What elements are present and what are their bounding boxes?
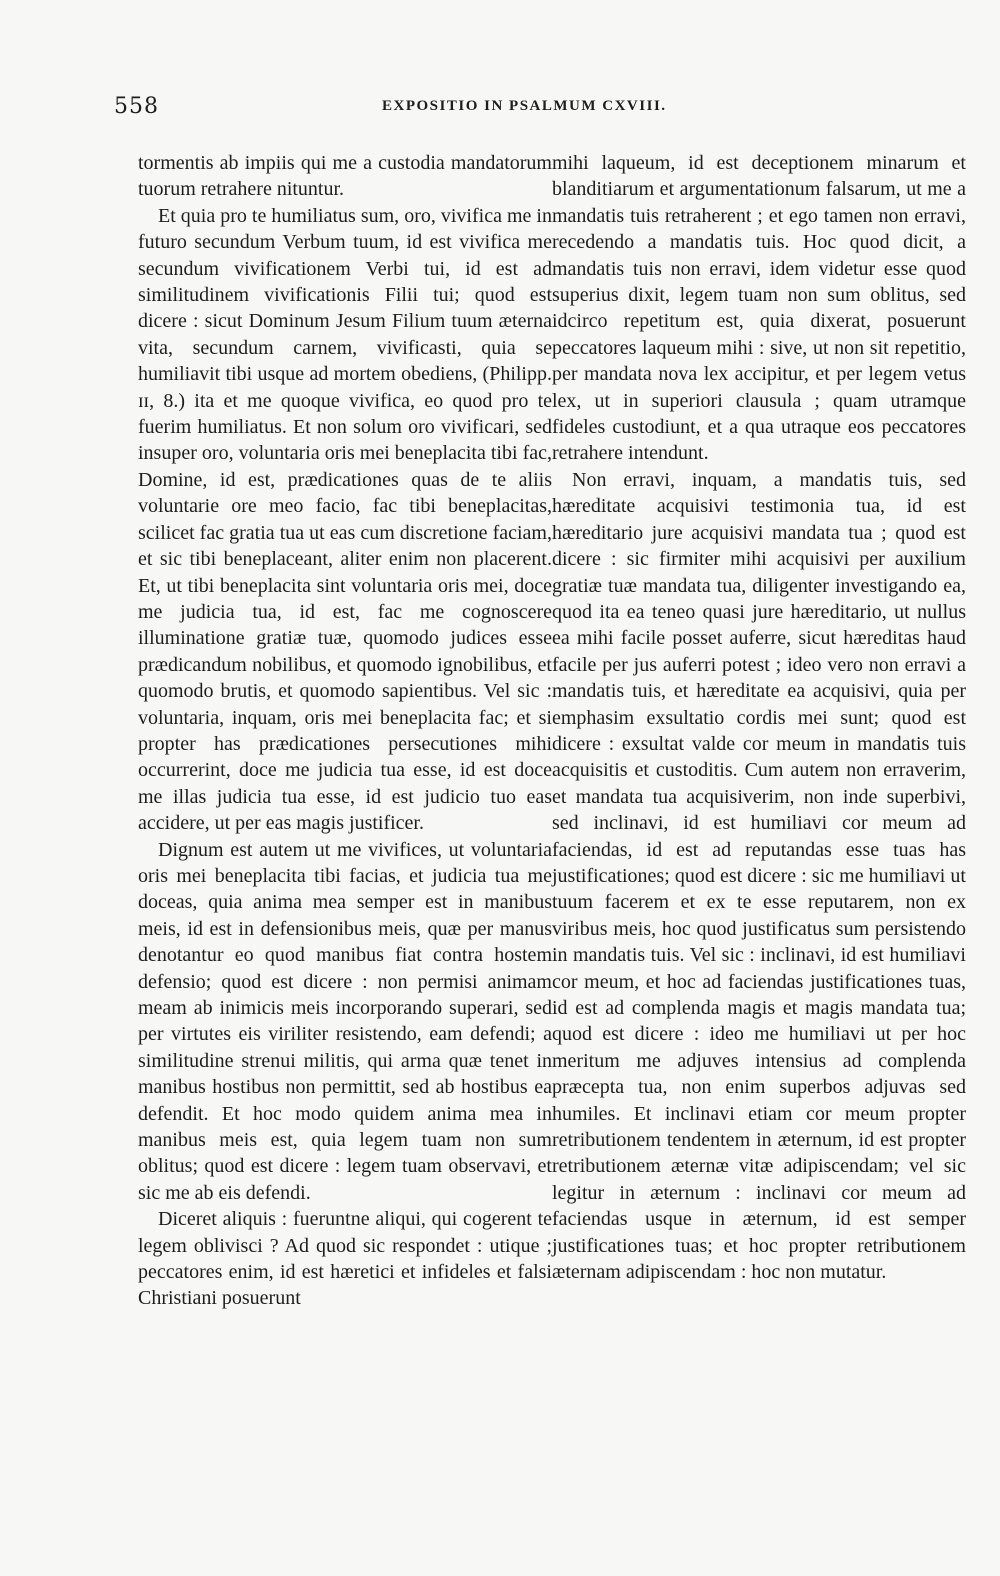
page-number: 558 [114, 94, 159, 119]
paragraph: tormentis ab impiis qui me a custodia mandatorum tuorum retrahere nituntur. [138, 152, 552, 201]
paragraph: Diceret aliquis : fueruntne aliqui, qui cogerent te legem oblivisci ? Ad quod sic respondet : utique ; peccatores enim, id est hæretici et infideles et falsi Christiani posuerunt [138, 1208, 552, 1310]
paragraph: Et quia pro te humiliatus sum, oro, vivifica me in futuro secundum Verbum tuum, id est vivifica me secundum vivificationem Verbi tui, id est ad similitudinem vivificationis Filii tui; quod est dicere : sicut Dominum Jesum Filium tuum æterna vita, secundum carnem, vivificasti, quia se humiliavit tibi usque ad mortem obediens, (Philipp. ɪɪ, 8.) ita et me quoque vivifica, eo quod pro te fuerim humiliatus. Et non solum oro vivificari, sed insuper oro, voluntaria oris mei beneplacita tibi fac, Domine, id est, prædicationes quas de te aliis voluntarie ore meo facio, fac tibi beneplacitas, scilicet fac gratia tua ut eas cum discretione faciam, et sic tibi beneplaceant, aliter enim non placerent. Et, ut tibi beneplacita sint voluntaria oris mei, doce me judicia tua, id est, fac me cognoscere illuminatione gratiæ tuæ, quomodo judices esse prædicandum nobilibus, et quomodo ignobilibus, et quomodo brutis, et quomodo sapientibus. Vel sic : voluntaria, inquam, oris mei beneplacita fac; et si propter has prædicationes persecutiones mihi occurrerint, doce me judicia tua esse, id est doce me illas judicia tua esse, id est judicio tuo eas accidere, ut per eas magis justificer. [138, 204, 552, 835]
page-header [112, 94, 972, 128]
paragraph: Dignum est autem ut me vivifices, ut voluntaria oris mei beneplacita tibi facias, et judicia tua me doceas, quia anima mea semper est in manibus meis, id est in defensionibus meis, quæ per manus denotantur eo quod manibus fiat contra hostem defensio; quod est dicere : non permisi animam meam ab inimicis meis incorporando superari, sed per virtutes eis viriliter resistendo, eam defendi; a similitudine strenui militis, qui arma quæ tenet in manibus hostibus non permittit, sed ab hostibus ea defendit. Et hoc modo quidem anima mea in manibus meis est, quia legem tuam non sum oblitus; quod est dicere : legem tuam observavi, et sic me ab eis defendi. [138, 838, 552, 1204]
left-column [138, 150, 552, 1312]
running-title: EXPOSITIO IN PSALMUM CXVIII. [382, 98, 667, 114]
paragraph: Non erravi, inquam, a mandatis tuis, sed hæreditate acquisivi testimonia tua, id est hæreditario jure acquisivi mandata tua ; quod est dicere : sic firmiter mihi acquisivi per auxilium gratiæ tuæ mandata tua, diligenter investigando ea, quod ita ea teneo quasi jure hæreditario, ut nullus ea mihi facile posset auferre, sicut hæreditas haud facile per jus auferri potest ; ideo vero non erravi a mandatis tuis, et hæreditate ea acquisivi, quia per emphasim exsultatio cordis mei sunt; quod est dicere : exsultat valde cor meum in mandatis tuis acquisitis et custoditis. Cum autem non erraverim, et mandata tua acquisiverim, non inde superbivi, sed inclinavi, id est humiliavi cor meum ad faciendas, id est ad reputandas esse tuas has justificationes; quod est dicere : sic me humiliavi ut tuum facerem et ex te esse reputarem, non ex viribus meis, hoc quod justificatus sum persistendo in mandatis tuis. Vel sic : inclinavi, id est humiliavi cor meum, et hoc ad faciendas justificationes tuas, id est ad complenda magis et magis mandata tua; quod est dicere : ideo me humiliavi ut per hoc meritum me adjuves intensius ad complenda præcepta tua, non enim superbos adjuvas sed humiles. Et inclinavi etiam cor meum propter retributionem tendentem in æternum, id est propter retributionem æternæ vitæ adipiscendam; vel sic legitur in æternum : inclinavi cor meum ad faciendas usque in æternum, id est semper justificationes tuas; et hoc propter retributionem æternam adipiscendam : hoc non mutatur. [552, 468, 966, 1284]
right-column [552, 150, 966, 1285]
paragraph: mihi laqueum, id est deceptionem minarum et blanditiarum et argumentationum falsarum, ut me a mandatis tuis retraherent ; et ego tamen non erravi, recedendo a mandatis tuis. Hoc quod dicit, a mandatis tuis non erravi, idem videtur esse quod superius dixit, legem tuam non sum oblitus, sed idcirco repetitum est, quia dixerat, posuerunt peccatores laqueum mihi : sive, ut non sit repetitio, per mandata nova lex accipitur, et per legem vetus lex, ut in superiori clausula ; quam utramque fideles custodiunt, et a qua utraque eos peccatores retrahere intendunt. [552, 152, 966, 465]
